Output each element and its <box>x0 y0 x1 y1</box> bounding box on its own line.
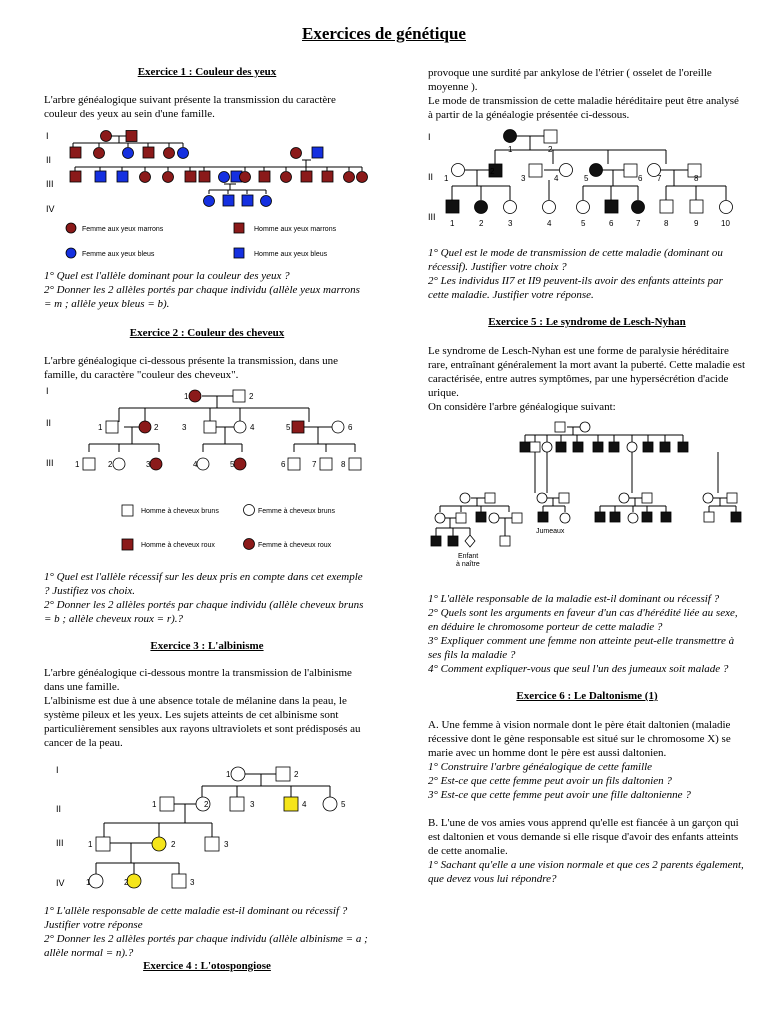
individual-number: 6 <box>638 174 643 183</box>
legend-male-brown: Homme aux yeux marrons <box>254 226 337 233</box>
individual-number: 8 <box>694 174 699 183</box>
exercise-5-intro: Le syndrome de Lesch-Nyhan est une forme de paralysie héréditaire rare, entraînant généralement la mort avant la puberté. Cette maladie est caractérisée, entre autres symptômes, par une hypersécrétion d'acide urique. On considère l'arbre généalogique suivant: <box>428 345 746 413</box>
individual-number: 1 <box>75 460 80 469</box>
individual-number: 4 <box>547 219 552 228</box>
individual-number: 2 <box>294 770 299 779</box>
exercise-6-part-a: A. Une femme à vision normale dont le père était daltonien (maladie récessive dont le gène responsable est situé sur le chromosome X) se marie avec un homme dont le père est aussi daltonien. <box>428 719 731 759</box>
individual-number: 1 <box>98 423 103 432</box>
exercise-4-pedigree <box>428 124 746 246</box>
exercise-6-heading: Exercice 6 : Le Daltonisme (1) <box>516 690 658 702</box>
legend-male-red-hair: Homme à cheveux roux <box>141 542 215 549</box>
twins-label: Jumeaux <box>536 528 565 535</box>
exercise-2-intro: L'arbre généalogique ci-dessous présente la transmission, dans une famille, du caractère "couleur des cheveux". <box>44 355 339 381</box>
exercise-4-heading: Exercice 4 : L'otospongiose <box>143 960 271 972</box>
individual-number: 4 <box>554 174 559 183</box>
generation-label: III <box>46 458 54 468</box>
individual-number: 5 <box>341 800 346 809</box>
unborn-line: à naître <box>456 561 480 568</box>
individual-number: 4 <box>193 460 198 469</box>
individual-number: 3 <box>190 878 195 887</box>
individual-number: 4 <box>250 423 255 432</box>
exercise-2-heading: Exercice 2 : Couleur des cheveux <box>129 327 285 339</box>
individual-number: 1 <box>88 840 93 849</box>
generation-label: I <box>428 132 431 142</box>
generation-label: I <box>56 765 59 775</box>
exercise-1-heading: Exercice 1 : Couleur des yeux <box>137 66 277 78</box>
individual-number: 2 <box>249 392 254 401</box>
individual-number: 10 <box>721 219 730 228</box>
individual-number: 7 <box>657 174 662 183</box>
exercise-4-questions: 1° Quel est le mode de transmission de cette maladie (dominant ou récessif). Justifier votre choix ? 2° Les individus II7 et II9 peuvent-ils avoir des enfants atteints par cette maladie. Justifier votre réponse. <box>428 247 723 301</box>
exercise-1-intro: L'arbre généalogique suivant présente la transmission du caractère couleur des yeux au sein d'une famille. <box>44 94 336 120</box>
individual-number: 5 <box>230 460 235 469</box>
generation-label: I <box>46 386 49 396</box>
exercise-6-questions-a: 1° Construire l'arbre généalogique de cette famille 2° Est-ce que cette femme peut avoir un fils daltonien ? 3° Est-ce que cette femme peut avoir une fille daltonienne ? <box>428 761 691 801</box>
exercise-5-heading: Exercice 5 : Le syndrome de Lesch-Nyhan <box>488 316 686 328</box>
individual-number: 6 <box>609 219 614 228</box>
generation-label: II <box>46 155 52 165</box>
legend-female-brown: Femme aux yeux marrons <box>82 226 164 233</box>
individual-number: 6 <box>281 460 286 469</box>
individual-number: 7 <box>636 219 641 228</box>
generation-label: I <box>46 131 49 141</box>
individual-number: 5 <box>584 174 589 183</box>
individual-number: 6 <box>348 423 353 432</box>
individual-number: 1 <box>450 219 455 228</box>
generation-label: III <box>56 838 64 848</box>
generation-label: II <box>428 172 434 182</box>
generation-label: IV <box>46 204 55 214</box>
individual-number: 5 <box>581 219 586 228</box>
legend-female-blue: Femme aux yeux bleus <box>82 251 155 258</box>
individual-number: 5 <box>286 423 291 432</box>
generation-label: II <box>56 804 62 814</box>
individual-number: 3 <box>521 174 526 183</box>
legend-female-red-hair: Femme à cheveux roux <box>258 542 332 549</box>
individual-number: 2 <box>154 423 159 432</box>
exercise-3-intro: L'arbre généalogique ci-dessous montre la transmission de l'albinisme dans une famille. L'albinisme est due à une absence totale de mélanine dans la peau, le système pileux et les yeux. Les sujets atteints de cet albinisme sont particulièrement sensibles aux rayons ultraviolets et sont prédisposés au cancer de la peau. <box>44 667 361 749</box>
female-brown-eyes <box>101 131 112 142</box>
exercise-4-intro: provoque une surdité par ankylose de l'étrier ( osselet de l'oreille moyenne ). Le mode de transmission de cette maladie héréditaire peut être analysé à partir de la généalogie présentée ci-dessous. <box>428 67 739 121</box>
individual-number: 2 <box>171 840 176 849</box>
unborn-child-label <box>456 553 480 568</box>
exercise-1-pedigree <box>44 127 370 269</box>
individual-number: 3 <box>146 460 151 469</box>
individual-number: 1 <box>444 174 449 183</box>
legend-female-brown-hair: Femme à cheveux bruns <box>258 508 336 515</box>
unborn-line: Enfant <box>458 553 479 560</box>
generation-label: IV <box>56 878 65 888</box>
exercise-5-questions: 1° L'allèle responsable de la maladie est-il dominant ou récessif ? 2° Quels sont les arguments en faveur d'un cas d'hérédité liée au sexe, en déduire le chromosome porteur de cette maladie ? 3° Expliquer comment une femme non atteinte peut-elle transmettre à ses fils la maladie ? 4° Comment expliquer-vous que seul l'un des jumeaux soit malade ? <box>428 593 738 675</box>
exercise-2-questions: 1° Quel est l'allèle récessif sur les deux pris en compte dans cet exemple ? Justifiez vos choix. 2° Donner les 2 allèles portés par chaque individu (allèle cheveux bruns = b ; allèle cheveux roux = r).? <box>44 571 364 625</box>
individual-number: 4 <box>302 800 307 809</box>
page-title: Exercices de génétique <box>302 24 466 43</box>
generation-label: III <box>428 212 436 222</box>
individual-number: 1 <box>86 878 91 887</box>
individual-number: 2 <box>124 878 129 887</box>
generation-label: III <box>46 179 54 189</box>
generation-label: II <box>46 418 52 428</box>
individual-number: 2 <box>108 460 113 469</box>
exercise-3-heading: Exercice 3 : L'albinisme <box>150 640 264 652</box>
legend-male-blue: Homme aux yeux bleus <box>254 251 328 258</box>
individual-number: 8 <box>341 460 346 469</box>
exercise-3-questions: 1° L'allèle responsable de cette maladie est-il dominant ou récessif ? Justifier votre réponse 2° Donner les 2 allèles portés par chaque individu (allèle albinisme = a ; allèle normal = n).? <box>44 905 368 959</box>
individual-number: 2 <box>548 145 553 154</box>
individual-number: 9 <box>694 219 699 228</box>
individual-number: 3 <box>250 800 255 809</box>
right-column <box>428 66 746 886</box>
individual-number: 1 <box>226 770 231 779</box>
individual-number: 2 <box>204 800 209 809</box>
left-column <box>44 66 370 972</box>
individual-number: 3 <box>224 840 229 849</box>
exercise-6-part-b: B. L'une de vos amies vous apprend qu'elle est fiancée à un garçon qui est daltonien et vous demande si elle risque d'avoir des enfants atteints de cette anomalie. <box>428 817 739 857</box>
male-brown-eyes <box>126 131 137 142</box>
individual-number: 2 <box>479 219 484 228</box>
individual-number: 1 <box>508 145 513 154</box>
exercise-2-pedigree <box>44 386 370 570</box>
individual-number: 1 <box>184 392 189 401</box>
individual-number: 3 <box>182 423 187 432</box>
legend-male-brown-hair: Homme à cheveux bruns <box>141 508 219 515</box>
exercise-1-questions: 1° Quel est l'allèle dominant pour la couleur des yeux ? 2° Donner les 2 allèles portés par chaque individu (allèle yeux marrons = m ; allèle yeux bleus = b). <box>44 270 360 310</box>
exercise-6-questions-b: 1° Sachant qu'elle a une vision normale et que ces 2 parents également, que devez vous lui répondre? <box>428 859 744 885</box>
individual-number: 3 <box>508 219 513 228</box>
individual-number: 1 <box>152 800 157 809</box>
individual-number: 2 <box>490 167 495 176</box>
individual-number: 7 <box>312 460 317 469</box>
individual-number: 8 <box>664 219 669 228</box>
exercise-3-pedigree <box>44 758 370 904</box>
exercise-5-pedigree <box>428 418 746 592</box>
